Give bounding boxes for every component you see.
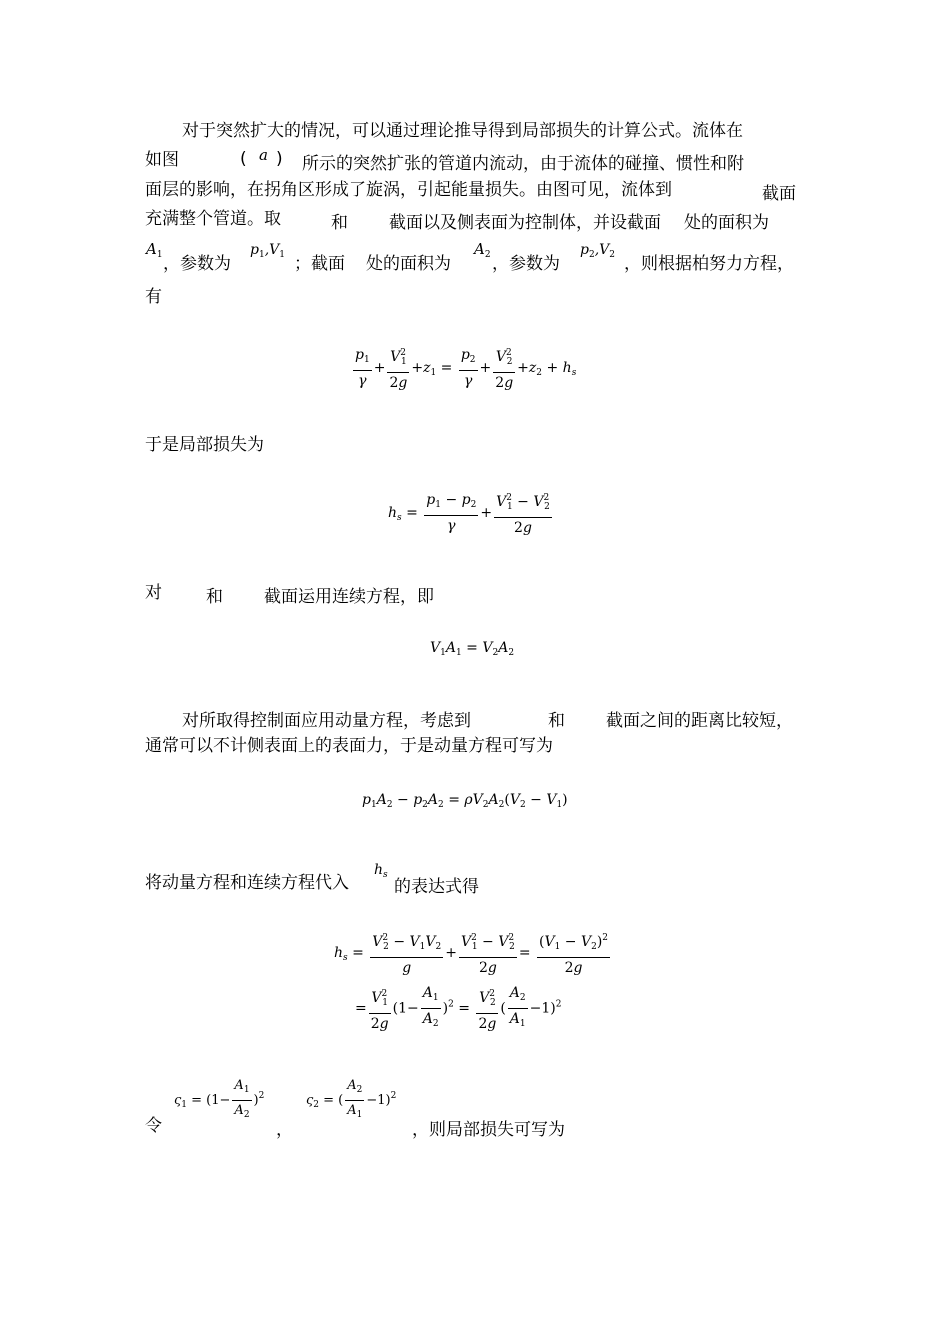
equation-hs: $h_s$ = $\frac{p_1 - p_2}{\gamma}$ + $\frac{V^2_1 - V^2_2}{2g}$ — [388, 492, 550, 536]
equation-hs-derivation-1: $h_s$ = $\frac{V^2_2 - V_1V_2}{g}$ + $\frac{V^2_1 - V^2_2}{2g}$ = $\frac{(V_1 - V_2)^2}{2g}$ — [334, 930, 612, 976]
symbol-p2-V2: $p_2,V_2$ — [580, 242, 615, 260]
equation-momentum: $p_1A_2 - p_2A_2 = \rho V_2A_2(V_2 - V_1)$ — [362, 792, 568, 810]
equation-bernoulli: $\frac{p_1}{\gamma}$ + $\frac{V^2_1}{2g}$ $+z_1$ = $\frac{p_2}{\gamma}$ + $\frac{V^2_2}{2g}$ $+z_2 + h_s$ — [355, 347, 577, 391]
para1-line5-d: ，参数为 — [492, 254, 560, 274]
para1-line5-a: ，参数为 — [163, 254, 231, 274]
symbol-hs: $h_s$ — [374, 862, 388, 880]
equation-zeta1: $\varsigma_1 = (1-$ $\frac{A_1}{A_2}$ )$^2$ — [174, 1078, 265, 1120]
equation-continuity: $V_1A_1 = V_2A_2$ — [430, 640, 515, 658]
equation-zeta2: $\varsigma_2$ = ( $\frac{A_2}{A_1}$ −1)$^2$ — [306, 1078, 397, 1120]
equation-hs-derivation-2: = $\frac{V^2_1}{2g}$ (1− $\frac{A_1}{A_2}$ )$^2$ = $\frac{V^2_2}{2g}$ ( $\frac{A_2}{A_1}$ −1)$^2$ — [355, 985, 562, 1032]
para1-line5-c: 处的面积为 — [366, 254, 451, 274]
para1-line4-b: 和 — [331, 213, 348, 233]
text6-c: ，则局部损失可写为 — [412, 1120, 565, 1140]
text3-a: 对 — [145, 583, 162, 603]
para4-line2: 通常可以不计侧表面上的表面力，于是动量方程可写为 — [145, 736, 553, 756]
para1-line3: 面层的影响，在拐角区形成了旋涡，引起能量损失。由图可见，流体到 — [145, 180, 672, 200]
para1-line6: 有 — [145, 287, 162, 307]
para1-line2-b: 所示的突然扩张的管道内流动，由于流体的碰撞、惯性和附 — [302, 154, 744, 174]
paren-close: ) — [276, 149, 283, 169]
symbol-p1-V1: $p_1,V_1$ — [250, 242, 285, 260]
symbol-A1: $A_1$ — [146, 240, 163, 260]
paren-open: ( — [240, 149, 247, 169]
para1-line1: 对于突然扩大的情况，可以通过理论推导得到局部损失的计算公式。流体在 — [182, 121, 743, 141]
para4-line1-b: 和 — [548, 711, 565, 731]
text-local-loss: 于是局部损失为 — [145, 435, 264, 455]
para1-line5-e: ，则根据柏努力方程， — [624, 254, 794, 274]
text6-b: ， — [276, 1120, 293, 1140]
text6-a: 令 — [145, 1116, 162, 1136]
para1-line5-b: ；截面 — [294, 254, 345, 274]
text3-b: 和 — [206, 587, 223, 607]
para1-line4-d: 处的面积为 — [684, 213, 769, 233]
para1-line4-c: 截面以及侧表面为控制体，并设截面 — [389, 213, 661, 233]
para4-line1-c: 截面之间的距离比较短， — [606, 711, 793, 731]
text3-c: 截面运用连续方程，即 — [264, 587, 434, 607]
para4-line1-a: 对所取得控制面应用动量方程，考虑到 — [182, 711, 471, 731]
text5-a: 将动量方程和连续方程代入 — [145, 873, 349, 893]
symbol-A2: $A_2$ — [474, 240, 491, 260]
para1-line3-b: 截面 — [762, 184, 796, 204]
para1-line2-a: 如图 — [145, 150, 179, 170]
figure-label: a — [259, 146, 268, 164]
para1-line4-a: 充满整个管道。取 — [145, 209, 281, 229]
text5-b: 的表达式得 — [394, 877, 479, 897]
